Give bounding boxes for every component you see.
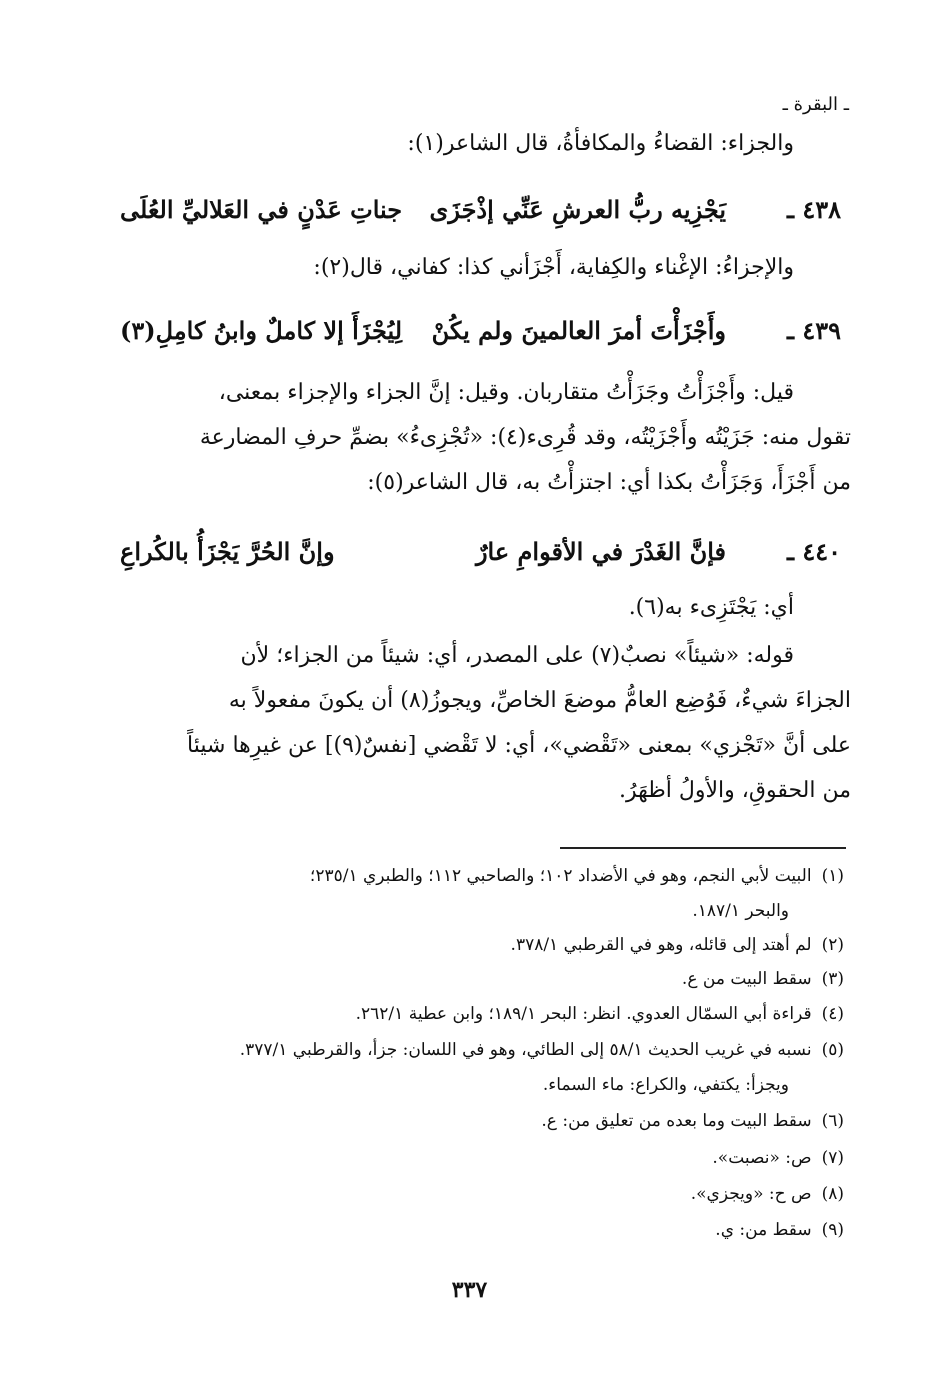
paragraph-line: الجزاءَ شيءٌ، فَوُضِع العامُّ موضعَ الخاصِّ، ويجوزُ(٨) أن يكونَ مفعولاً به <box>228 688 851 713</box>
verse-first-hemistich: يَجْزِيه ربُّ العرشِ عَنِّي إذْجَزَى <box>429 195 726 224</box>
verse-second-hemistich: لِيُجْزَأَ إلا كاملٌ وابنُ كامِلِ(٣) <box>120 316 403 345</box>
footnote-6 <box>541 1111 844 1131</box>
footnote-number: (٧) <box>821 1148 844 1168</box>
footnote-number: (٢) <box>821 935 844 955</box>
footnote-9 <box>715 1220 844 1240</box>
footnote-text: سقط من: ي. <box>715 1220 812 1240</box>
verse-first-hemistich: وأَجْزَأْتَ أمرَ العالمينَ ولم يكُنْ <box>431 316 726 345</box>
verse-first-hemistich: فإنَّ الغَدْرَ في الأقوامِ عارٌ <box>475 537 726 566</box>
verse-number: ٤٣٨ ـ <box>786 195 841 224</box>
verse-440 <box>120 537 841 577</box>
verse-second-hemistich: جناتِ عَدْنٍ في العَلاليِّ العُلَى <box>120 195 403 224</box>
footnote-number: (٤) <box>821 1004 844 1024</box>
footnote-8 <box>691 1184 844 1204</box>
footnote-text: لم أهتد إلى قائله، وهو في القرطبي ٣٧٨/١. <box>510 935 812 955</box>
footnote-separator <box>560 847 846 849</box>
paragraph-line: على أنَّ «تَجْزي» بمعنى «تَقْضي»، أي: لا تَقْضي [نفسٌ(٩)] عن غيرِها شيئاً <box>187 733 851 758</box>
paragraph-line: من أَجْزَأَ، وَجَزَأْتُ بكذا أي: اجتزأْتُ به، قال الشاعر(٥): <box>367 470 851 495</box>
footnote-text: البيت لأبي النجم، وهو في الأضداد ١٠٢؛ والصاحبي ١١٢؛ والطبري ٢٣٥/١؛ <box>309 866 812 886</box>
running-header: ـ البقرة ـ <box>782 94 849 115</box>
footnote-3 <box>682 969 844 989</box>
footnote-number: (١) <box>821 866 844 886</box>
footnote-1 <box>310 866 844 886</box>
footnote-number: (٨) <box>821 1184 844 1204</box>
footnote-number: (٥) <box>821 1040 844 1060</box>
verse-438 <box>120 195 841 235</box>
verse-439 <box>120 316 841 356</box>
paragraph-line: تقول منه: جَزَيْتُه وأَجْزَيْتُه، وقد قُرِىء(٤): «تُجْزِىءُ» بضمِّ حرفِ المضارعة <box>199 425 851 450</box>
verse-second-hemistich: وإنَّ الحُرَّ يَجْزَأُ بالكُراعِ <box>120 537 335 566</box>
verse-number: ٤٤٠ ـ <box>786 537 841 566</box>
footnote-text: سقط البيت وما بعده من تعليق من: ع. <box>541 1111 812 1131</box>
verse-number: ٤٣٩ ـ <box>786 316 841 345</box>
paragraph-definition-ijza: والإجزاءُ: الإغْناء والكِفاية، أَجْزَأني كذا: كفاني، قال(٢): <box>313 255 794 280</box>
footnote-text: قراءة أبي السمّال العدوي. انظر: البحر ١٨٩/١؛ وابن عطية ٢٦٢/١. <box>355 1004 812 1024</box>
footnote-4 <box>356 1004 844 1024</box>
footnote-2 <box>511 935 844 955</box>
paragraph-line: من الحقوقِ، والأولُ أظهَرُ. <box>619 778 851 803</box>
footnote-5 <box>240 1040 844 1060</box>
footnote-7 <box>712 1148 844 1168</box>
footnote-text: سقط البيت من ع. <box>681 969 812 989</box>
footnote-1-continuation: والبحر ١٨٧/١. <box>692 901 789 921</box>
paragraph-line: أي: يَجْتَزِىء به(٦). <box>628 595 794 620</box>
footnote-number: (٦) <box>821 1111 844 1131</box>
footnote-5-continuation: ويجزأ: يكتفي، والكراع: ماء السماء. <box>542 1075 789 1095</box>
paragraph-line: قوله: «شيئاً» نصبٌ(٧) على المصدر، أي: شيئاً من الجزاء؛ لأن <box>240 643 794 668</box>
footnote-number: (٣) <box>821 969 844 989</box>
footnote-text: ص: «نصبت». <box>712 1148 812 1168</box>
page-number: ٣٣٧ <box>451 1277 488 1303</box>
paragraph-definition-jaza: والجزاء: القضاءُ والمكافأةُ، قال الشاعر(١): <box>407 131 794 156</box>
footnote-text: ص ح: «ويجزي». <box>690 1184 812 1204</box>
footnote-text: نسبه في غريب الحديث ٥٨/١ إلى الطائي، وهو في اللسان: جزأ، والقرطبي ٣٧٧/١. <box>239 1040 812 1060</box>
paragraph-line: قيل: وأَجْزَأْتُ وجَزَأْتُ متقاربان. وقيل: إنَّ الجزاء والإجزاء بمعنى، <box>218 380 794 405</box>
footnote-number: (٩) <box>821 1220 844 1240</box>
